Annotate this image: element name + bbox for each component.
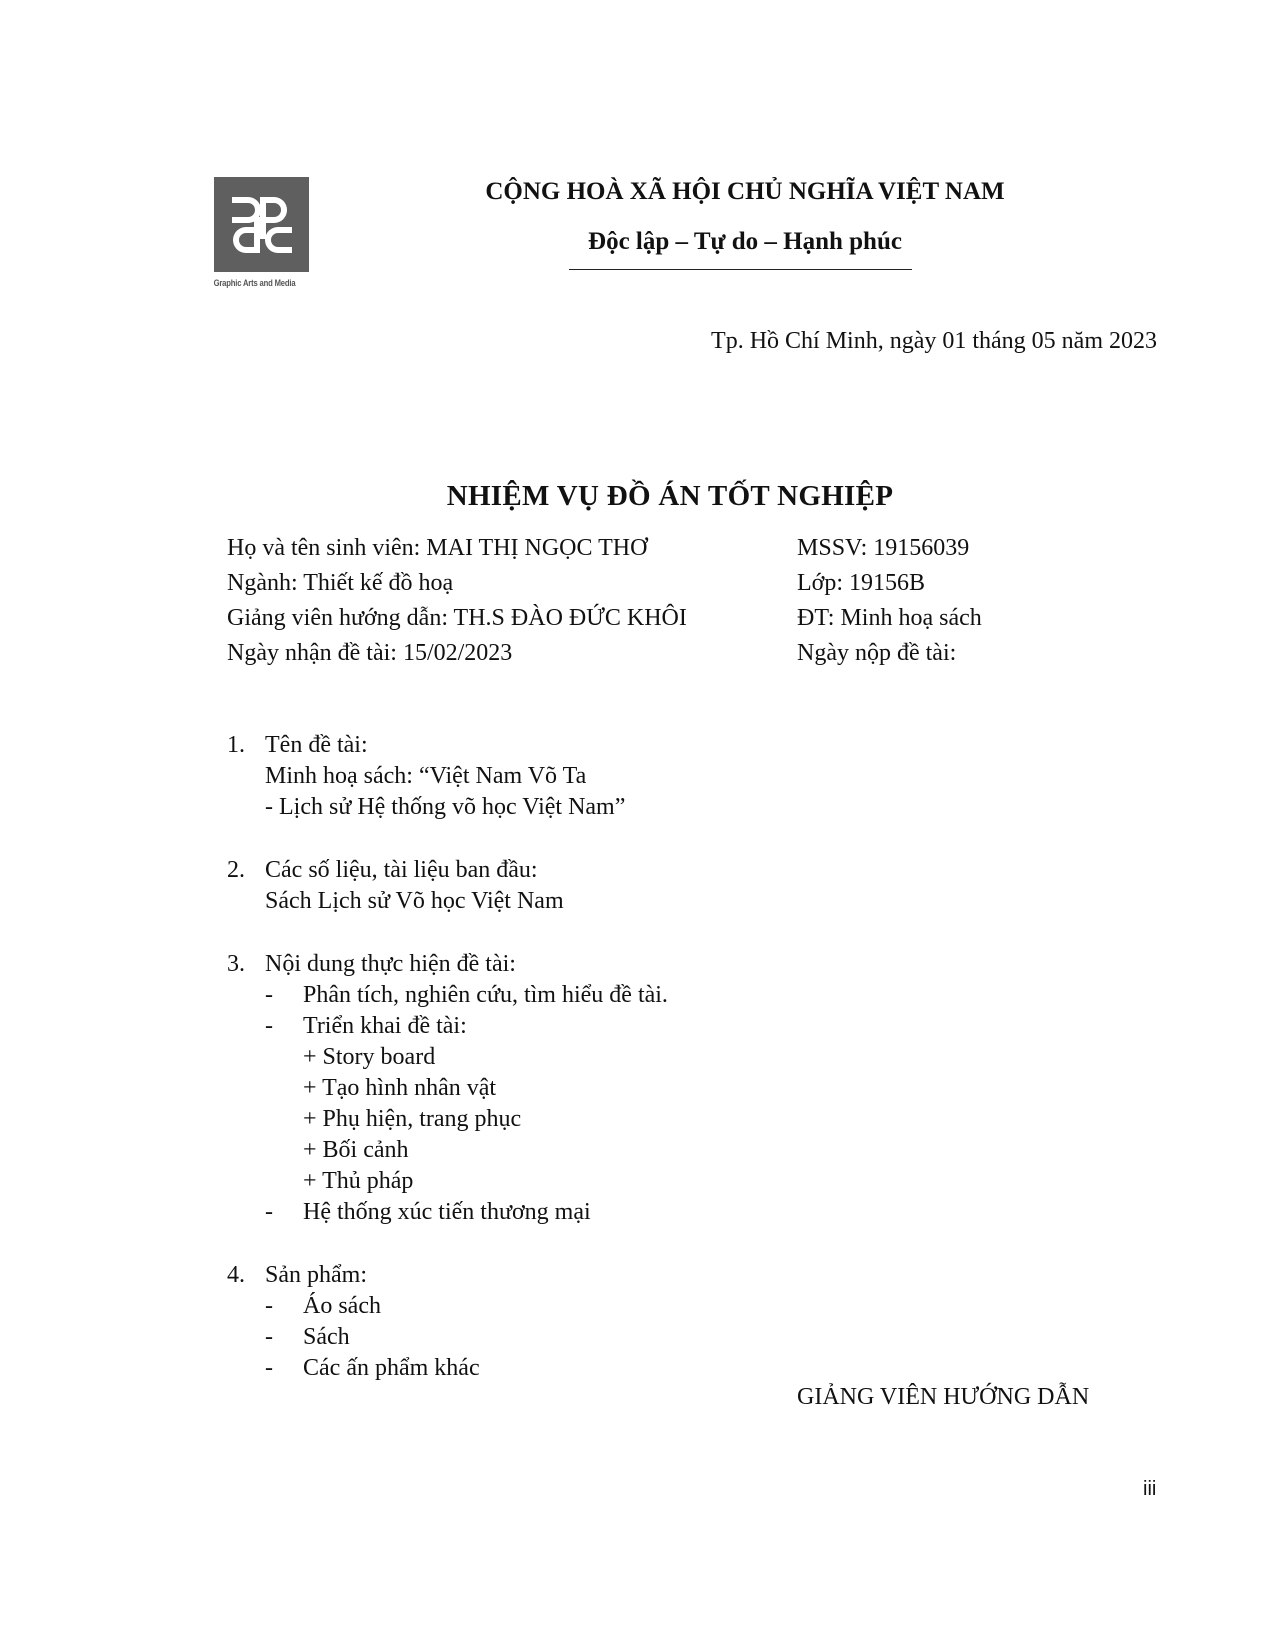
major: Ngành: Thiết kế đồ hoạ xyxy=(227,570,454,596)
student-id: MSSV: 19156039 xyxy=(797,535,970,561)
topic-title-line: Minh hoạ sách: “Việt Nam Võ Ta xyxy=(265,763,587,789)
source-line: Sách Lịch sử Võ học Việt Nam xyxy=(265,888,564,914)
bullet-text: Hệ thống xúc tiến thương mại xyxy=(303,1199,591,1225)
sub-item-text: + Story board xyxy=(303,1044,436,1070)
bullet-text: Sách xyxy=(303,1324,350,1350)
dash-bullet: - xyxy=(265,1199,273,1225)
sub-item-text: + Bối cảnh xyxy=(303,1137,409,1163)
bullet-text: Các ấn phẩm khác xyxy=(303,1355,480,1381)
national-motto: Độc lập – Tự do – Hạnh phúc xyxy=(588,228,902,255)
received-date: Ngày nhận đề tài: 15/02/2023 xyxy=(227,640,513,666)
sub-item xyxy=(227,1073,1127,1104)
class: Lớp: 19156B xyxy=(797,570,926,596)
sub-item xyxy=(227,1042,1127,1073)
section-heading: Các số liệu, tài liệu ban đầu: xyxy=(265,857,538,883)
section-heading: Tên đề tài: xyxy=(265,732,368,758)
list-item xyxy=(227,886,1127,917)
section-heading: Sản phẩm: xyxy=(265,1262,367,1288)
national-title: CỘNG HOÀ XÃ HỘI CHỦ NGHĨA VIỆT NAM xyxy=(485,178,1005,205)
gam-logo xyxy=(214,177,309,272)
sub-item-text: + Thủ pháp xyxy=(303,1168,414,1194)
bullet-text: Triển khai đề tài: xyxy=(303,1013,467,1039)
section-number: 4. xyxy=(227,1262,245,1288)
section-number: 1. xyxy=(227,732,245,758)
student-name: Họ và tên sinh viên: MAI THỊ NGỌC THƠ xyxy=(227,535,648,561)
dash-bullet: - xyxy=(265,1355,273,1381)
section-heading: Nội dung thực hiện đề tài: xyxy=(265,951,516,977)
motto-underline xyxy=(569,269,912,270)
bullet-text: Phân tích, nghiên cứu, tìm hiểu đề tài. xyxy=(303,982,668,1008)
section-number: 3. xyxy=(227,951,245,977)
page-number: iii xyxy=(1143,1478,1157,1500)
dash-bullet: - xyxy=(265,982,273,1008)
document-title: NHIỆM VỤ ĐỒ ÁN TỐT NGHIỆP xyxy=(446,480,894,512)
task-list xyxy=(227,730,1127,1384)
logo-caption: Graphic Arts and Media xyxy=(213,278,296,288)
section-number: 2. xyxy=(227,857,245,883)
list-item xyxy=(227,980,1127,1011)
section-1-heading xyxy=(227,730,1127,761)
bullet-text: Áo sách xyxy=(303,1293,381,1319)
dash-bullet: - xyxy=(265,1013,273,1039)
list-item xyxy=(227,1291,1127,1322)
sub-item xyxy=(227,1135,1127,1166)
gam-logo-icon xyxy=(214,177,309,272)
dash-bullet: - xyxy=(265,1324,273,1350)
list-item xyxy=(227,761,1127,792)
supervisor: Giảng viên hướng dẫn: TH.S ĐÀO ĐỨC KHÔI xyxy=(227,605,687,631)
section-2-heading xyxy=(227,855,1127,886)
topic-type: ĐT: Minh hoạ sách xyxy=(797,605,982,631)
section-3-heading xyxy=(227,949,1127,980)
supervisor-signature-label: GIẢNG VIÊN HƯỚNG DẪN xyxy=(797,1384,1090,1410)
list-item xyxy=(227,1011,1127,1042)
topic-title-line: - Lịch sử Hệ thống võ học Việt Nam” xyxy=(265,794,626,820)
submit-date: Ngày nộp đề tài: xyxy=(797,640,957,666)
sub-item-text: + Phụ hiện, trang phục xyxy=(303,1106,522,1132)
sub-item xyxy=(227,1166,1127,1197)
sub-item xyxy=(227,1104,1127,1135)
list-item xyxy=(227,1322,1127,1353)
date-line: Tp. Hồ Chí Minh, ngày 01 tháng 05 năm 2023 xyxy=(711,328,1157,354)
list-item xyxy=(227,792,1127,823)
list-item xyxy=(227,1353,1127,1384)
list-item xyxy=(227,1197,1127,1228)
dash-bullet: - xyxy=(265,1293,273,1319)
sub-item-text: + Tạo hình nhân vật xyxy=(303,1075,497,1101)
section-4-heading xyxy=(227,1260,1127,1291)
